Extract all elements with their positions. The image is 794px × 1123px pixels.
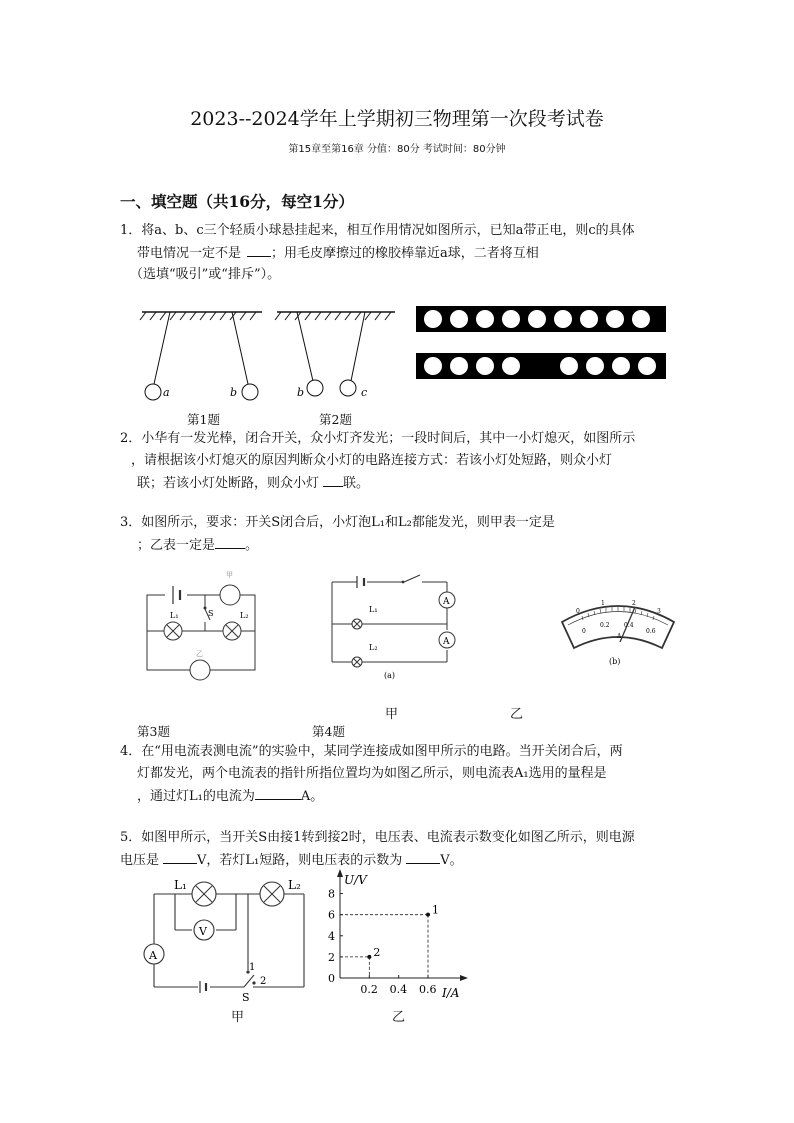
section-heading: 一、填空题（共16分，每空1分） — [120, 192, 354, 211]
fig5-l1-label: L₁ — [174, 878, 187, 892]
q5-blank-1 — [163, 849, 197, 864]
fig4a-circuit — [322, 570, 462, 682]
fig4-jia-caption: 甲 — [385, 707, 399, 722]
chart-y-tick-label: 0 — [328, 972, 335, 985]
chart-x-tick-label: 0.4 — [389, 983, 408, 996]
chart-point-label: 1 — [432, 903, 439, 917]
ball-a-label: a — [163, 386, 170, 399]
caption-fig4: 第4题 — [312, 724, 345, 739]
fig4a-a2-label: A — [443, 637, 450, 647]
fig4-yi-caption: 乙 — [510, 707, 524, 722]
q4-line3a: ，通过灯L₁的电流为 — [137, 789, 255, 804]
dial-t1: 1 — [601, 600, 605, 607]
fig5-yi-caption: 乙 — [392, 1010, 406, 1025]
q2-line3 — [137, 472, 369, 495]
fig3-circuit — [140, 568, 265, 683]
ball-c-label: c — [361, 386, 368, 399]
q3-line2a: ；乙表一定是 — [137, 538, 216, 553]
dial-t0: 0 — [576, 608, 580, 615]
fig4a-a1-label: A — [443, 597, 450, 607]
chart-y-tick-label: 8 — [328, 887, 335, 901]
q4-line3b: A。 — [300, 789, 324, 804]
q2-line3a: 联；若该小灯处断路，则众小灯 — [137, 476, 320, 491]
dial-b04: 0.4 — [624, 622, 634, 629]
fig5-chart — [320, 868, 480, 1003]
fig4a-caption: (a) — [384, 671, 396, 680]
q2-line2: ，请根据该小灯熄灭的原因判断众小灯的电路连接方式：若该小灯处短路，则众小灯 — [131, 453, 613, 468]
q2-line3b: 联。 — [343, 476, 370, 491]
fig5-l2-label: L₂ — [288, 878, 301, 892]
dial-t2: 2 — [632, 600, 636, 607]
dial-t3: 3 — [657, 608, 661, 615]
fig5-pos2-label: 2 — [260, 976, 267, 987]
fig4b-ammeter-dial — [558, 596, 678, 668]
chart-y-tick-label: 4 — [328, 929, 335, 943]
chart-y-tick-label: 6 — [328, 908, 335, 922]
caption-fig2: 第2题 — [319, 412, 352, 427]
q4-line2: 灯都发光，两个电流表的指针所指位置均为如图乙所示，则电流表A₁选用的量程是 — [137, 766, 607, 781]
fig5-switch-label: S — [242, 991, 250, 1004]
dial-b02: 0.2 — [600, 622, 610, 629]
exam-title: 2023--2024学年上学期初三物理第一次段考试卷 — [190, 108, 604, 130]
q5-line2a: 电压是 — [120, 853, 160, 868]
fig3-jia-label: 甲 — [226, 571, 233, 579]
q1-line1: 1．将a、b、c三个轻质小球悬挂起来，相互作用情况如图所示，已知a带正电，则c的具体 — [120, 223, 635, 238]
fig4a-l2-label: L₂ — [369, 643, 378, 652]
q1-line2a: 带电情况一定不是 — [137, 246, 242, 261]
fig5-pos1-label: 1 — [249, 962, 256, 973]
q5-line2b: V，若灯L₁短路，则电压表的示数为 — [197, 853, 403, 868]
dial-b06: 0.6 — [646, 628, 656, 635]
q5-line1: 5．如图甲所示，当开关S由接1转到接2时，电压表、电流表示数变化如图乙所示，则电源 — [120, 830, 635, 845]
q4-line1: 4．在“用电流表测电流”的实验中，某同学连接成如图甲所示的电路。当开关闭合后，两 — [120, 744, 623, 759]
fig1-balls-bc — [275, 308, 405, 403]
fig3-s-label: S — [208, 609, 214, 618]
dial-unit: A — [617, 633, 622, 640]
exam-subtitle: 第15章至第16章 分值：80分 考试时间：80分钟 — [288, 144, 506, 155]
chart-x-axis-label: I/A — [442, 986, 460, 1000]
caption-fig3: 第3题 — [137, 724, 170, 739]
q4-blank — [255, 785, 301, 800]
q1-line2b: ；用毛皮摩擦过的橡胶棒靠近a球，二者将互相 — [271, 246, 539, 261]
q2-line1: 2．小华有一发光棒，闭合开关，众小灯齐发光；一段时间后，其中一小灯熄灭，如图所示 — [120, 431, 636, 446]
fig5-voltmeter-label: V — [199, 925, 207, 938]
ball-b-label: b — [230, 386, 238, 399]
ball-b2-label: b — [297, 386, 305, 399]
chart-y-axis-label: U/V — [344, 873, 367, 887]
q1-line2 — [137, 242, 539, 265]
fig5-ammeter-label: A — [149, 949, 157, 962]
chart-ticks — [328, 888, 437, 996]
q2-blank — [323, 472, 343, 487]
q4-line3 — [137, 785, 323, 808]
chart-y-tick-label: 2 — [328, 950, 335, 964]
fig4a-l1-label: L₁ — [369, 605, 378, 614]
q1-line3: （选填“吸引”或“排斥”）。 — [130, 267, 281, 282]
fig4b-caption: (b) — [609, 657, 621, 666]
chart-y-axis-arrow — [337, 869, 343, 877]
fig3-l1-label: L₁ — [170, 611, 179, 620]
chart-x-tick-label: 0.6 — [419, 983, 437, 996]
fig5-circuit — [138, 872, 313, 1002]
chart-guides — [340, 915, 428, 978]
q5-blank-2 — [406, 849, 440, 864]
q3-line2b: 。 — [245, 538, 259, 553]
chart-point — [367, 955, 371, 959]
fig1-balls-ab — [140, 308, 270, 403]
fig5-jia-caption: 甲 — [231, 1010, 245, 1025]
q3-blank — [215, 534, 245, 549]
chart-point-label: 2 — [373, 945, 381, 959]
fig3-l2-label: L₂ — [240, 611, 249, 620]
fig2-glow-stick — [416, 306, 666, 382]
q1-blank-1 — [247, 242, 271, 257]
q3-line1: 3．如图所示，要求：开关S闭合后，小灯泡L₁和L₂都能发光，则甲表一定是 — [120, 515, 555, 530]
caption-fig1: 第1题 — [187, 412, 220, 427]
dial-b0: 0 — [582, 628, 586, 635]
q5-line2c: V。 — [440, 853, 463, 868]
chart-x-axis-arrow — [460, 975, 468, 981]
fig3-yi-label: 乙 — [196, 650, 203, 658]
chart-point — [426, 913, 430, 917]
q3-line2 — [137, 534, 258, 557]
chart-x-tick-label: 0.2 — [360, 983, 378, 996]
